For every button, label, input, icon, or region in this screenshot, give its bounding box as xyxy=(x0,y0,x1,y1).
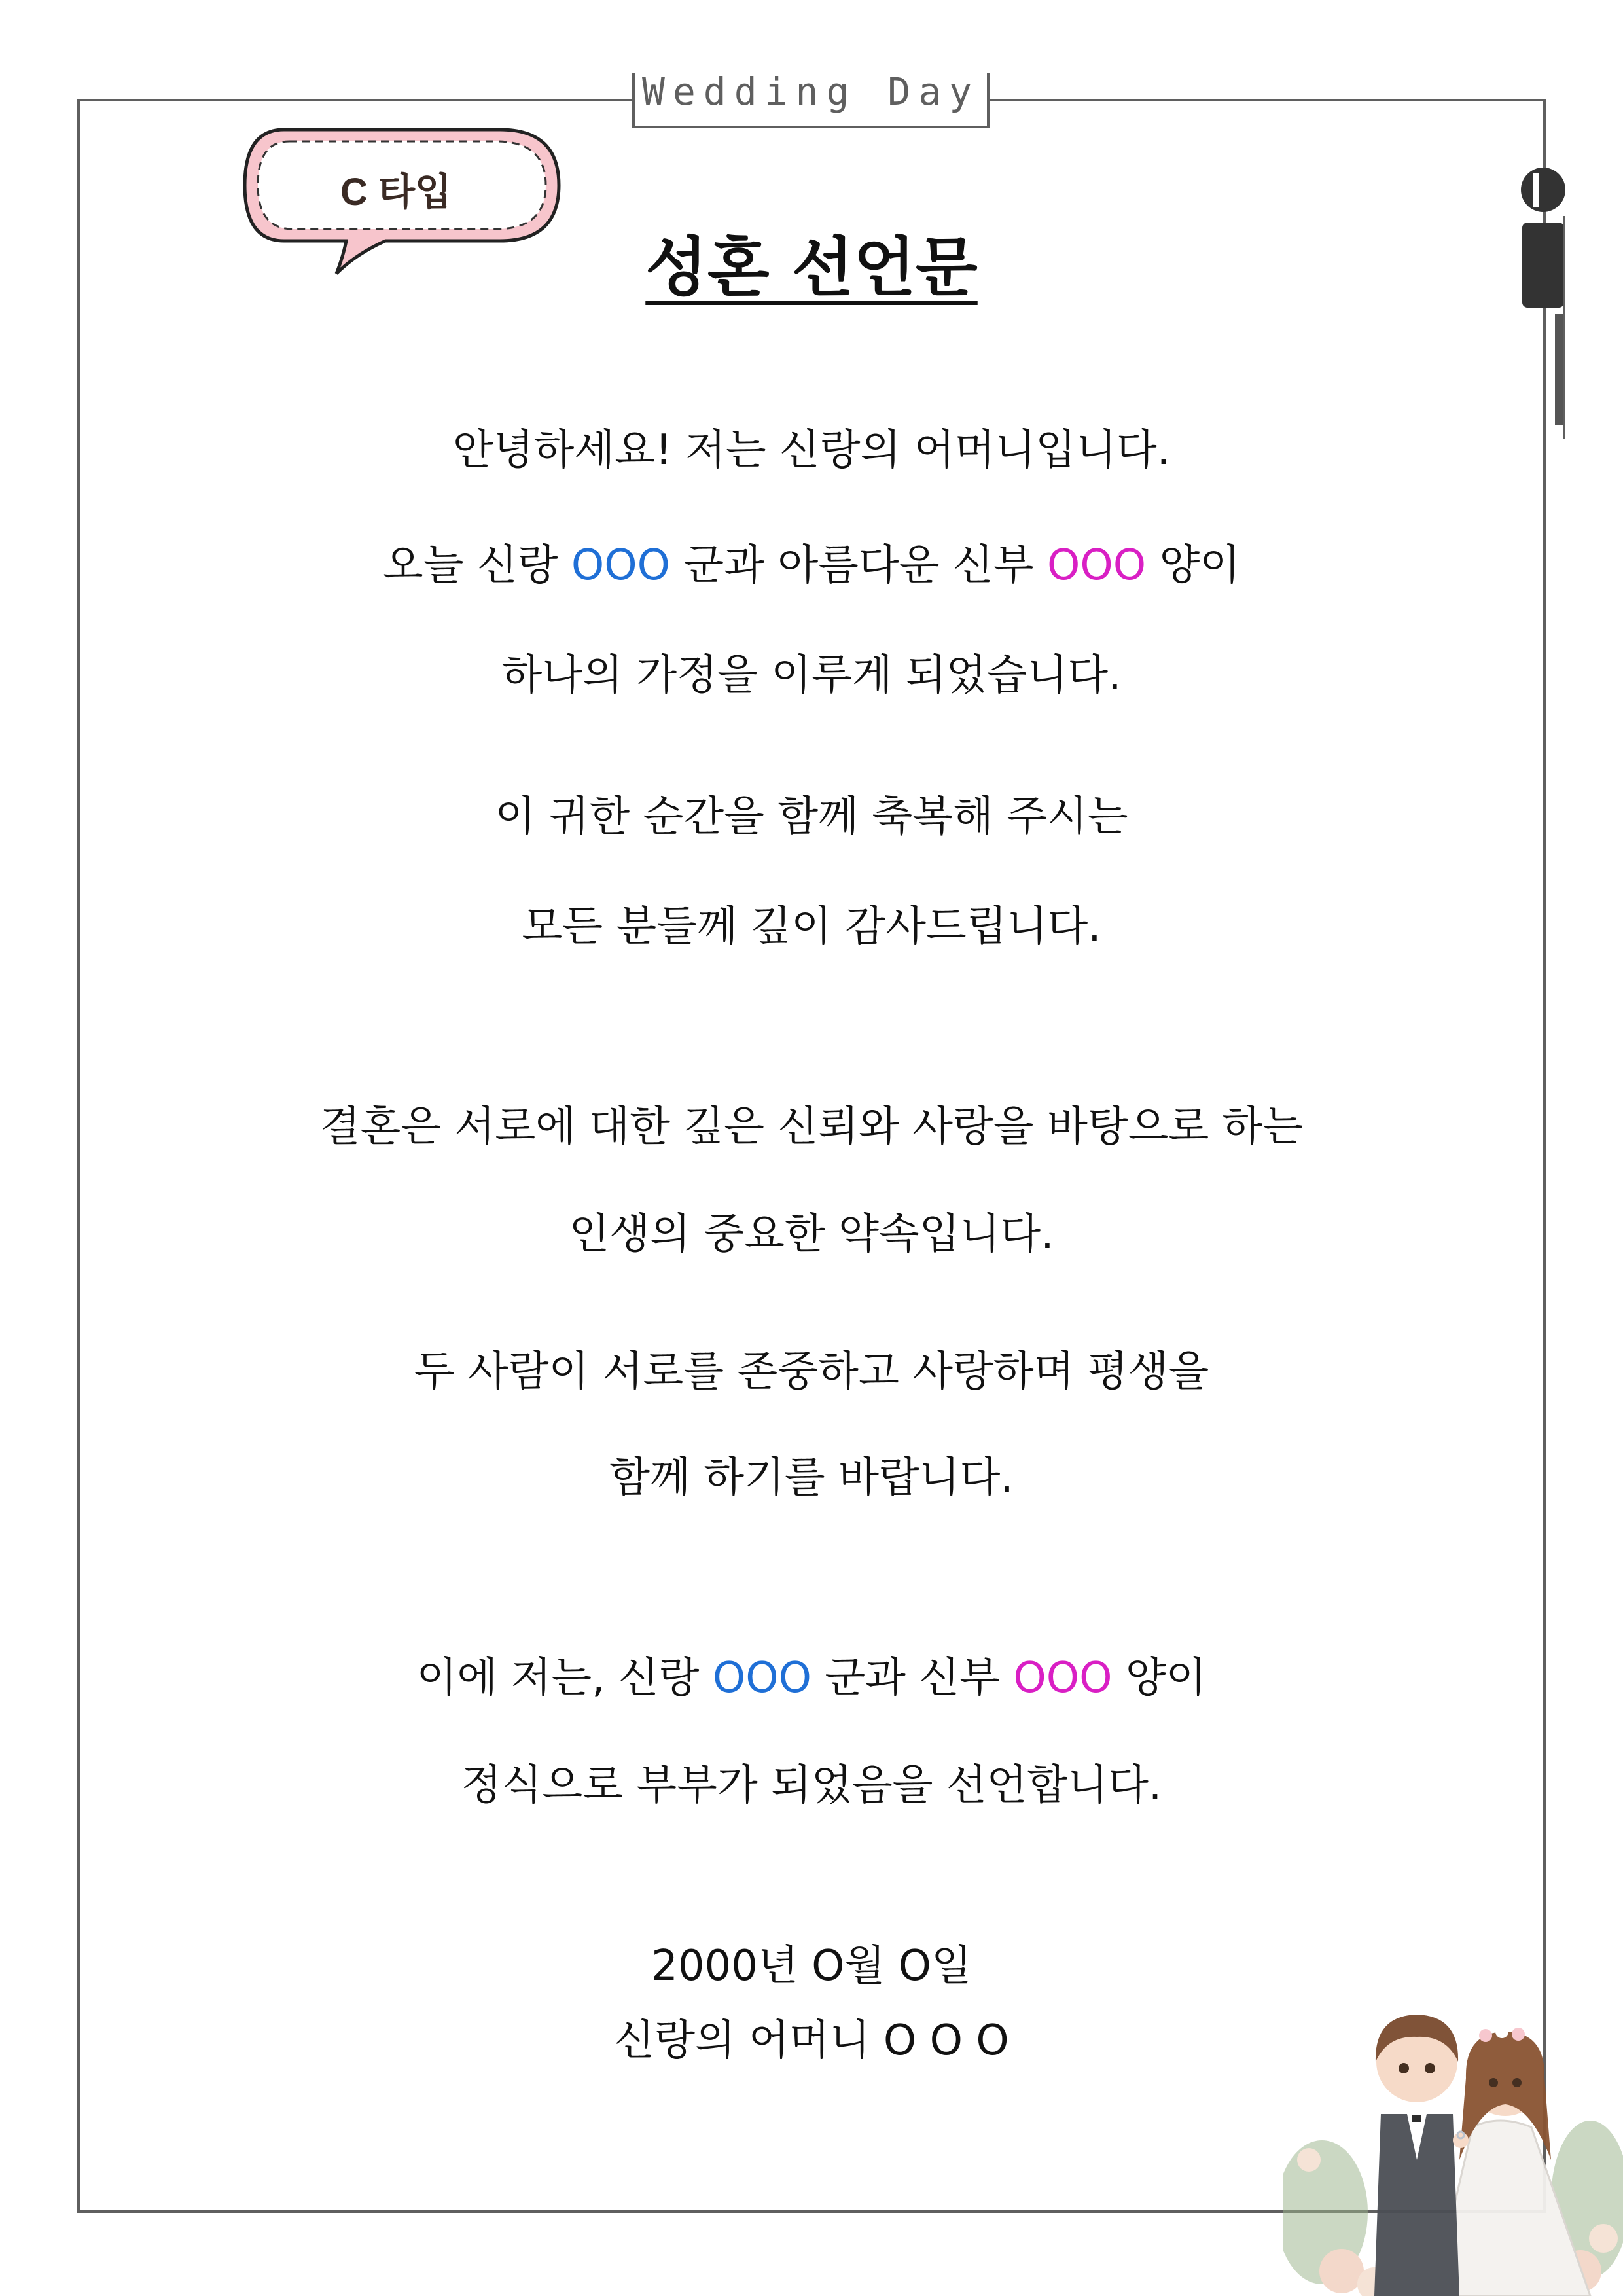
groom-name-placeholder: OOO xyxy=(571,541,670,590)
paragraph-1-line-1: 안녕하세요! 저는 신랑의 어머니입니다. xyxy=(452,426,1171,475)
paragraph-4-line-2: 인생의 중요한 약속입니다. xyxy=(569,1210,1054,1259)
paragraph-3-line-2: 모든 분들께 깊이 감사드립니다. xyxy=(522,903,1101,951)
document-title-text: 성혼 선언문 xyxy=(645,230,978,305)
bride-name-placeholder: OOO xyxy=(1046,541,1147,590)
signature-line: 신랑의 어머니 O O O xyxy=(614,2017,1009,2065)
groom-name-placeholder: OOO xyxy=(712,1654,812,1702)
text-segment: 이에 저는, 신랑 xyxy=(416,1654,713,1702)
header-title: Wedding Day xyxy=(641,69,980,114)
paragraph-3-line-1: 이 귀한 순간을 함께 축복해 주시는 xyxy=(495,793,1128,841)
text-segment: 오늘 신랑 xyxy=(382,541,571,590)
wedding-couple-illustration xyxy=(1283,1964,1623,2296)
bride-name-placeholder: OOO xyxy=(1013,1654,1113,1702)
text-segment: 양이 xyxy=(1146,541,1241,590)
paragraph-5-line-2: 함께 하기를 바랍니다. xyxy=(609,1454,1014,1502)
paragraph-6-line-1 xyxy=(0,1644,1623,1704)
text-segment: 양이 xyxy=(1112,1654,1207,1702)
header-tab xyxy=(632,69,990,128)
paragraph-2-line-1 xyxy=(0,531,1623,592)
paragraph-4-line-1: 결혼은 서로에 대한 깊은 신뢰와 사랑을 바탕으로 하는 xyxy=(319,1103,1304,1151)
type-badge-label: C 타입 xyxy=(340,171,452,213)
paragraph-2-line-2: 하나의 가정을 이루게 되었습니다. xyxy=(501,651,1122,700)
date-line: 2000년 O월 O일 xyxy=(651,1942,972,1990)
text-segment: 군과 신부 xyxy=(812,1654,1014,1702)
paragraph-5-line-1: 두 사람이 서로를 존중하고 사랑하며 평생을 xyxy=(414,1348,1209,1396)
document-title xyxy=(0,216,1623,308)
paragraph-6-line-2: 정식으로 부부가 되었음을 선언합니다. xyxy=(461,1761,1162,1810)
text-segment: 군과 아름다운 신부 xyxy=(670,541,1047,590)
